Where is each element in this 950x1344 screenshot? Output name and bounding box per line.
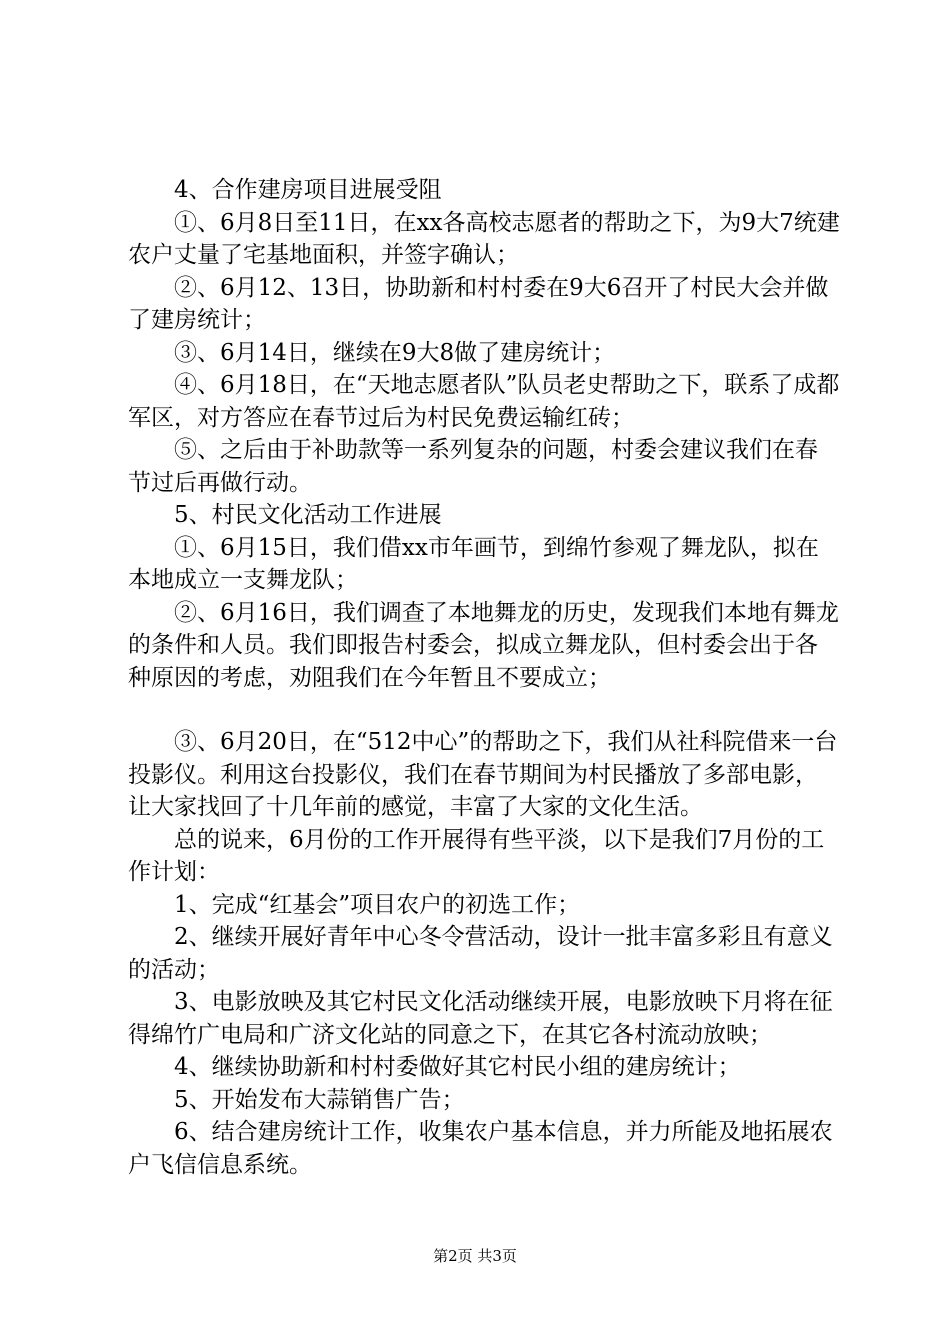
paragraph: ③、6月14日，继续在9大8做了建房统计； xyxy=(174,339,616,366)
paragraph: ②、6月16日，我们调查了本地舞龙的历史，发现我们本地有舞龙的条件和人员。我们即报告村委会，拟成立舞龙队，但村委会出于各种原因的考虑，劝阻我们在今年暂且不要成立； xyxy=(128,599,839,691)
paragraph: ④、6月18日，在“天地志愿者队”队员老史帮助之下，联系了成都军区，对方答应在春节过后为村民免费运输红砖； xyxy=(128,372,840,431)
plan-item: 3、电影放映及其它村民文化活动继续开展，电影放映下月将在征得绵竹广电局和广济文化站的同意之下，在其它各村流动放映； xyxy=(128,989,833,1048)
blank-line xyxy=(128,694,840,726)
paragraph: ②、6月12、13日，协助新和村村委在9大6召开了村民大会并做了建房统计； xyxy=(128,274,829,333)
plan-item: 6、结合建房统计工作，收集农户基本信息，并力所能及地拓展农户飞信信息系统。 xyxy=(128,1119,833,1178)
section-heading: 4、合作建房项目进展受阻 xyxy=(174,177,442,203)
plan-item: 2、继续开展好青年中心冬令营活动，设计一批丰富多彩且有意义的活动； xyxy=(128,924,833,983)
paragraph: ①、6月15日，我们借xx市年画节，到绵竹参观了舞龙队，拟在本地成立一支舞龙队； xyxy=(128,534,819,593)
paragraph: 总的说来，6月份的工作开展得有些平淡，以下是我们7月份的工作计划： xyxy=(128,826,825,885)
plan-item: 1、完成“红基会”项目农户的初选工作； xyxy=(174,891,581,918)
paragraph: ⑤、之后由于补助款等一系列复杂的问题，村委会建议我们在春节过后再做行动。 xyxy=(128,437,818,496)
paragraph: ③、6月20日，在“512中心”的帮助之下，我们从社科院借来一台投影仪。利用这台投影仪，我们在春节期间为村民播放了多部电影，让大家找回了十几年前的感觉，丰富了大家的文化生活。 xyxy=(128,729,838,820)
plan-item: 5、开始发布大蒜销售广告； xyxy=(174,1086,465,1113)
section-heading: 5、村民文化活动工作进展 xyxy=(174,502,442,528)
document-body xyxy=(128,174,840,1181)
paragraph: ①、6月8日至11日，在xx各高校志愿者的帮助之下，为9大7统建农户丈量了宅基地面积，并签字确认； xyxy=(128,209,840,268)
page-number-footer: 第2页 共3页 xyxy=(433,1247,517,1265)
plan-item: 4、继续协助新和村村委做好其它村民小组的建房统计； xyxy=(174,1054,741,1080)
